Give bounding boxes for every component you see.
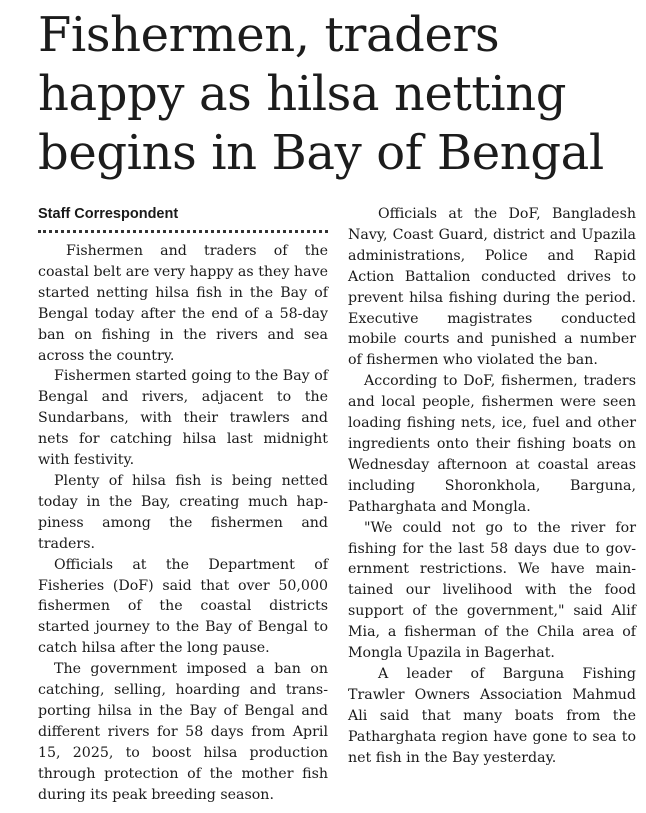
- article-body: [38, 204, 636, 805]
- paragraph: The government imposed a ban on catching, selling, hoarding and transporting hilsa in the Bay of Bengal and different rivers for 58 days from April 15, 2025, to boost hilsa production through protection of the mother fish during its peak breeding season.: [38, 661, 328, 803]
- headline-line-1: Fishermen, traders: [38, 7, 500, 63]
- paragraph: "We could not go to the river for fishing for the last 58 days due to government restrictions. We have maintained our livelihood with the food support of the government," said Alif Mia, a fisherman of the Chila area of Mongla Upazila in Bagerhat.: [348, 519, 636, 662]
- paragraph: Officials at the DoF, Bangladesh Navy, Coast Guard, district and Upazila administrations, Police and Rapid Action Battalion conducted drives to prevent hilsa fishing during the period. Executive magistrates conducted mobile courts and punished a number of fishermen who violated the ban.: [348, 206, 636, 369]
- paragraph: A leader of Barguna Fishing Trawler Owners Association Mahmud Ali said that many boats from the Patharghata region have gone to sea to net fish in the Bay yesterday.: [348, 665, 636, 766]
- paragraph: Fishermen started going to the Bay of Bengal and rivers, adjacent to the Sundarbans, with their trawlers and nets for catching hilsa last midnight with festivity.: [38, 368, 328, 469]
- headline-line-3: begins in Bay of Bengal: [38, 125, 604, 181]
- byline: Staff Correspondent: [38, 204, 328, 233]
- paragraph: Plenty of hilsa fish is being netted today in the Bay, creating much happiness among the fishermen and traders.: [38, 472, 328, 552]
- paragraph: Fishermen and traders of the coastal belt are very happy as they have started netting hilsa fish in the Bay of Bengal today after the end of a 58-day ban on fishing in the rivers and sea across the country.: [38, 243, 328, 364]
- paragraph: Officials at the Department of Fisheries (DoF) said that over 50,000 fishermen of the coastal districts started journey to the Bay of Bengal to catch hilsa after the long pause.: [38, 556, 328, 657]
- headline: [38, 6, 628, 183]
- headline-line-2: happy as hilsa netting: [38, 66, 567, 122]
- right-column: [348, 204, 636, 805]
- paragraph: According to DoF, fishermen, traders and local people, fishermen were seen loading fishing nets, ice, fuel and other ingredients onto their fishing boats on Wednesday afternoon at coastal areas including Shoronkhola, Barguna, Patharghata and Mongla.: [348, 373, 636, 515]
- left-column: [38, 204, 328, 805]
